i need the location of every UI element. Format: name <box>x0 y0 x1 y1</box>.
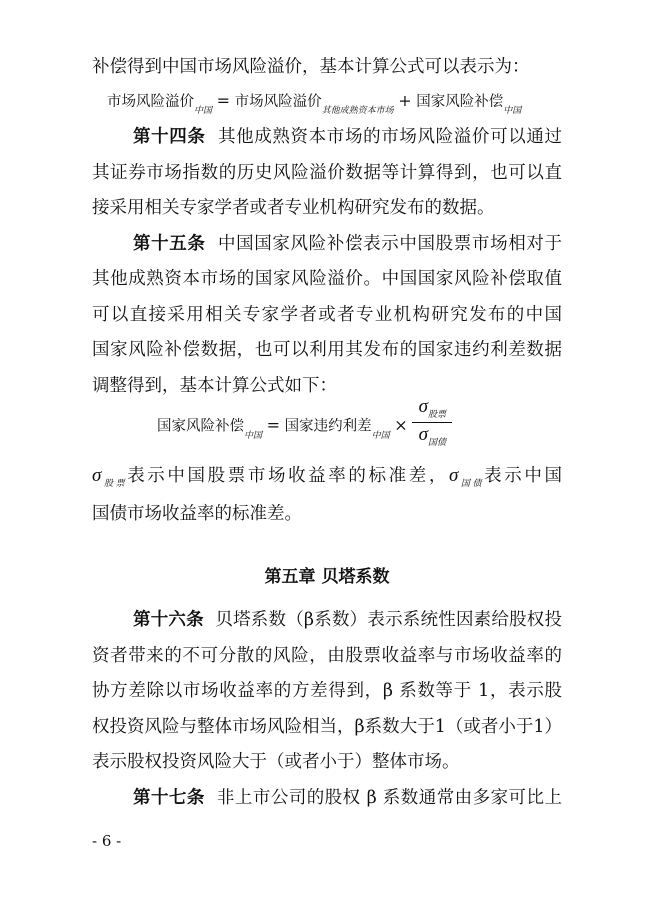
formula-subscript: 中国 <box>244 430 263 441</box>
article-text: 中国国家风险补偿表示中国股票市场相对于 <box>217 234 562 254</box>
sigma-note-line-1 <box>92 465 562 490</box>
text-line: 资者带来的不可分散的风险，由股票收益率与市场收益率的 <box>92 646 562 666</box>
formula-equals: = <box>216 91 231 110</box>
text-line: 可以直接采用相关专家学者或者专业机构研究发布的中国 <box>92 305 562 325</box>
formula-subscript: 国债 <box>458 479 485 489</box>
formula-term: 国家风险补偿 <box>416 94 504 110</box>
text-line: 接采用相关专家学者或者专业机构研究发布的数据。 <box>92 198 495 218</box>
formula-times: × <box>394 415 408 435</box>
article-14-line-1 <box>133 126 562 148</box>
formula-subscript: 股票 <box>101 479 128 489</box>
text-line: 国家风险补偿数据，也可以利用其发布的国家违约利差数据 <box>92 340 562 360</box>
formula-term: 国家风险补偿 <box>157 418 244 435</box>
text-span: 表示中国股票市场收益率的标准差， <box>127 466 449 486</box>
sigma-symbol: σ <box>418 424 428 445</box>
text-line: 调整得到，基本计算公式如下： <box>92 376 337 396</box>
formula-market-risk-premium <box>107 90 522 116</box>
article-15-line-1 <box>133 233 562 255</box>
fraction-denominator <box>412 424 452 449</box>
formula-subscript: 中国 <box>371 430 390 441</box>
formula-term: 市场风险溢价 <box>107 94 194 110</box>
formula-fraction <box>412 396 452 449</box>
article-label: 第十四条 <box>133 127 206 147</box>
article-label: 第十六条 <box>133 610 204 630</box>
chapter-title: 第五章 贝塔系数 <box>264 567 390 587</box>
article-text: 非上市公司的股权 β 系数通常由多家可比上 <box>216 788 562 808</box>
page-number: - 6 - <box>92 832 122 850</box>
formula-term: 市场风险溢价 <box>234 94 322 110</box>
text-line: 协方差除以市场收益率的方差得到，β 系数等于 1，表示股 <box>92 681 562 701</box>
formula-term: 国家违约利差 <box>284 418 372 435</box>
article-text: 贝塔系数（β系数）表示系统性因素给股权投 <box>215 610 562 630</box>
article-17-line-1 <box>133 787 562 809</box>
article-16-line-1 <box>133 609 562 631</box>
formula-subscript: 中国 <box>503 106 522 116</box>
formula-country-risk-compensation <box>157 396 452 453</box>
fraction-bar <box>412 422 452 423</box>
formula-subscript: 中国 <box>194 106 213 116</box>
formula-subscript: 股票 <box>427 410 446 420</box>
sigma-symbol: σ <box>418 396 428 417</box>
formula-plus: + <box>398 91 412 110</box>
sigma-symbol: σ <box>92 465 102 486</box>
article-label: 第十五条 <box>133 234 206 254</box>
text-span: 表示中国 <box>484 466 562 486</box>
text-line: 补偿得到中国市场风险溢价，基本计算公式可以表示为： <box>92 57 530 77</box>
text-line: 其他成熟资本市场的国家风险溢价。中国国家风险补偿取值 <box>92 269 562 289</box>
formula-equals: = <box>266 415 281 435</box>
text-line: 其证券市场指数的历史风险溢价数据等计算得到，也可以直 <box>92 163 562 183</box>
article-label: 第十七条 <box>133 788 205 808</box>
fraction-numerator <box>412 396 452 421</box>
formula-subscript: 其他成熟资本市场 <box>321 106 394 116</box>
text-line: 权投资风险与整体市场风险相当，β系数大于1（或者小于1） <box>92 717 562 737</box>
sigma-symbol: σ <box>448 465 459 486</box>
formula-subscript: 国债 <box>427 438 446 448</box>
text-line: 表示股权投资风险大于（或者小于）整体市场。 <box>92 752 460 772</box>
article-text: 其他成熟资本市场的市场风险溢价可以通过 <box>217 127 562 147</box>
text-line: 国债市场收益率的标准差。 <box>92 504 302 524</box>
